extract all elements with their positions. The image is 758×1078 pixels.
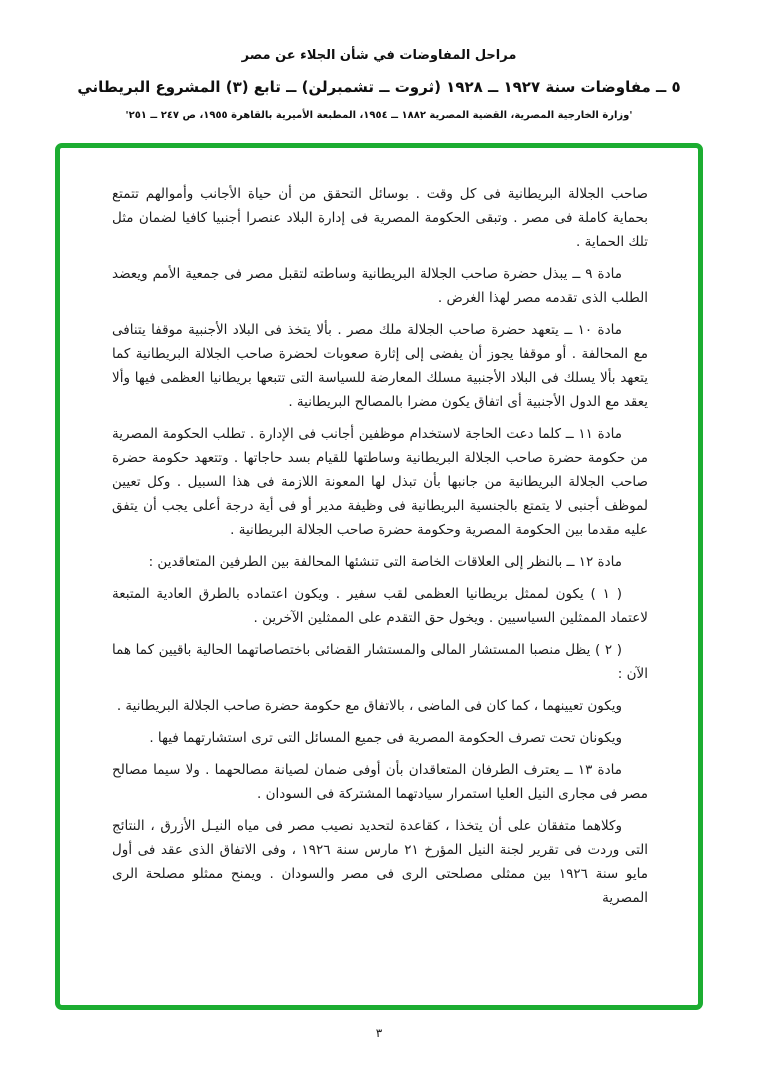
page-number: ٣ (375, 1026, 383, 1040)
doc-source-citation: 'وزارة الخارجية المصرية، القضية المصرية ١٨٨٢ ــ ١٩٥٤، المطبعة الأميرية بالقاهرة ١٩٥٥، ص ٢٤٧ ــ ٢٥١' (125, 110, 633, 121)
paragraph-article-12: مادة ١٢ ــ بالنظر إلى العلاقات الخاصة التى تنشئها المحالفة بين الطرفين المتعاقدين : (148, 554, 622, 570)
paragraph-clause-2: ( ٢ ) يظل منصبا المستشار المالى والمستشار القضائى باختصاصاتهما الحالية باقيين كما هما الآن : (112, 642, 648, 682)
paragraph-disposal: ويكونان تحت تصرف الحكومة المصرية فى جميع المسائل التى ترى استشارتهما فيها . (149, 730, 622, 746)
document-body (112, 182, 648, 918)
doc-subtitle: ٥ ــ مفاوضات سنة ١٩٢٧ ــ ١٩٢٨ (ثروت ــ تشمبرلن) ــ تابع (٣) المشروع البريطاني (77, 78, 681, 96)
doc-title: مراحل المفاوضات في شأن الجلاء عن مصر (241, 48, 517, 63)
paragraph-article-13: مادة ١٣ ــ يعترف الطرفان المتعاقدان بأن أوفى ضمان لصيانة مصالحهما . ولا سيما مصالح مصر فى مجارى النيل العليا استمرار سيادتهما المشتركة فى السودان . (112, 762, 648, 802)
paragraph-nile-agreement: وكلاهما متفقان على أن يتخذا ، كقاعدة لتحديد نصيب مصر فى مياه النيـل الأزرق ، النتائج التى وردت فى تقرير لجنة النيل المؤرخ ٢١ مارس سنة ١٩٢٦ ، وفى الاتفاق الذى عقد فى أول مايو سنة ١٩٢٦ بين ممثلى مصلحتى الرى فى مصر والسودان . ويمنح ممثلو مصلحة الرى المصرية (112, 818, 649, 906)
paragraph-continuation: صاحب الجلالة البريطانية فى كل وقت . بوسائل التحقق من أن حياة الأجانب وأموالهم تتمتع بحماية كاملة فى مصر . وتبقى الحكومة المصرية فى إدارة البلاد عنصرا أجنبيا كافيا لضمان مثل تلك الحماية . (112, 186, 648, 250)
paragraph-appointment: ويكون تعيينهما ، كما كان فى الماضى ، بالاتفاق مع حكومة حضرة صاحب الجلالة البريطانية . (116, 698, 622, 714)
paragraph-article-9: مادة ٩ ــ يبذل حضرة صاحب الجلالة البريطانية وساطته لتقبل مصر فى جمعية الأمم ويعضد الطلب الذى تقدمه مصر لهذا الغرض . (112, 266, 648, 306)
paragraph-article-10: مادة ١٠ ــ يتعهد حضرة صاحب الجلالة ملك مصر . بألا يتخذ فى البلاد الأجنبية موقفا يتنافى مع المحالفة . أو موقفا يجوز أن يفضى إلى إثارة صعوبات لحضرة صاحب الجلالة البريطانية كما يتعهد بألا يسلك فى البلاد الأجنبية مسلك المعارضة للسياسة التى تتبعها بريطانيا العظمى فيها وألا يعقد مع الدول الأجنبية أى اتفاق يكون مضرا بالمصالح البريطانية . (112, 322, 648, 410)
paragraph-clause-1: ( ١ ) يكون لممثل بريطانيا العظمى لقب سفير . ويكون اعتماده بالطرق العادية المتبعة لاعتماد الممثلين السياسيين . ويخول حق التقدم على الممثلين الآخرين . (112, 586, 648, 626)
paragraph-article-11: مادة ١١ ــ كلما دعت الحاجة لاستخدام موظفين أجانب فى الإدارة . تطلب الحكومة المصرية من حكومة حضرة صاحب الجلالة البريطانية وساطتها للقيام بسد حاجاتها . وتتعهد حكومة حضرة صاحب الجلالة البريطانية من جانبها بأن تبذل لها المعونة اللازمة فى هذا السبيل . وكل تعيين لموظف أجنبى لا يتمتع بالجنسية البريطانية فى وظيفة مدير أو فى أية درجة أعلى يجب أن يتفق عليه مقدما بين الحكومة المصرية وحكومة حضرة صاحب الجلالة البريطانية . (112, 426, 648, 538)
